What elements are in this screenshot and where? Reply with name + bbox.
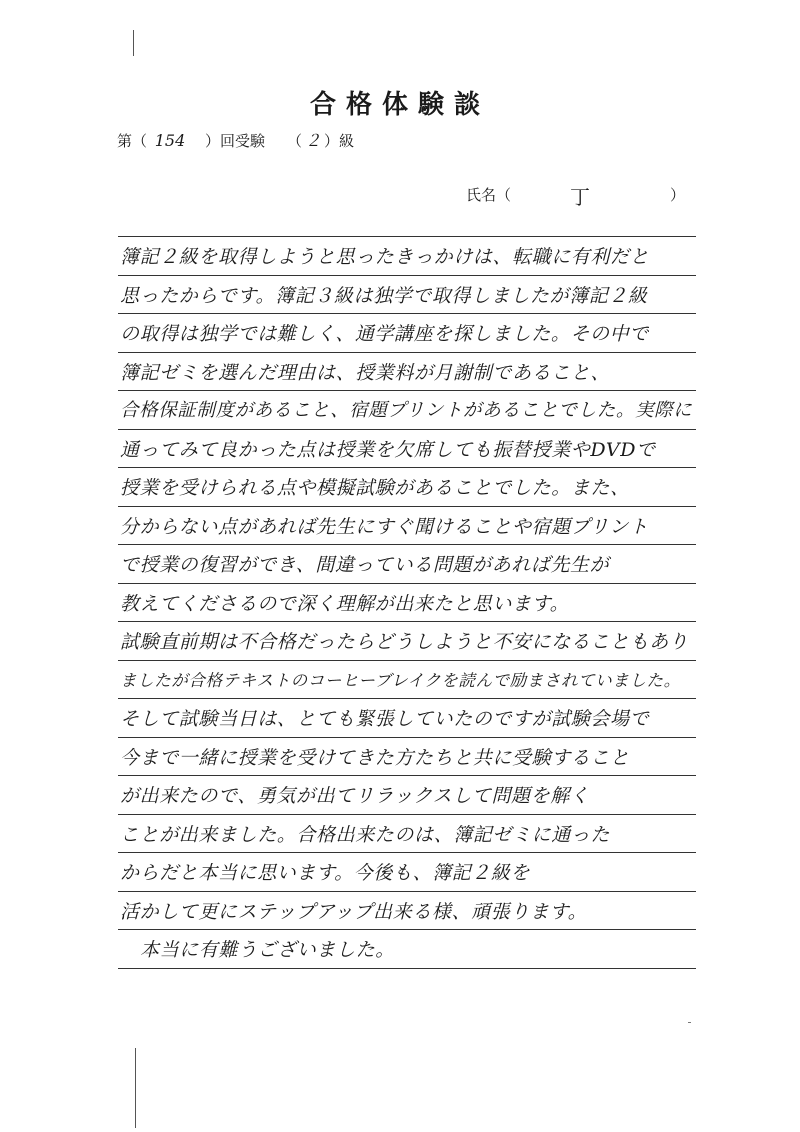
ruled-line [118,660,696,661]
exam-session-number: 154 [154,131,186,150]
name-close: ） [670,186,686,204]
essay-line: 簿記２級を取得しようと思ったきっかけは、転職に有利だと [120,246,650,268]
ruled-line [118,737,696,738]
ruled-line [118,390,696,391]
essay-line: 試験直前期は不合格だったらどうしようと不安になることもあり [120,631,689,653]
ruled-line [118,698,696,699]
essay-line: が出来たので、勇気が出てリラックスして問題を解く [120,785,590,807]
binding-mark-bottom [135,1048,136,1128]
ruled-line [118,775,696,776]
ruled-line [118,621,696,622]
ruled-line [118,506,696,507]
ruled-line [118,968,696,969]
essay-line: の取得は独学では難しく、通学講座を探しました。その中で [120,323,649,345]
exam-grade-open: （ [287,132,303,150]
ruled-line [118,275,696,276]
essay-line: 活かして更にステップアップ出来る様、頑張ります。 [120,901,588,923]
name-value: 丁 [570,185,590,209]
essay-line: からだと本当に思います。今後も、簿記２級を [120,862,531,884]
essay-line: で授業の復習ができ、間違っている問題があれば先生が [120,554,610,576]
ruled-line [118,891,696,892]
ruled-line [118,929,696,930]
essay-line: 通ってみて良かった点は授業を欠席しても振替授業やDVDで [120,439,656,461]
essay-line: 思ったからです。簿記３級は独学で取得しましたが簿記２級 [120,285,648,307]
ruled-line [118,467,696,468]
essay-line: 今まで一緒に授業を受けてきた方たちと共に受験すること [120,747,630,769]
exam-grade: ２ [305,131,322,150]
ruled-line [118,814,696,815]
ruled-line [118,544,696,545]
essay-line: ましたが合格テキストのコーヒーブレイクを読んで励まされていました。 [120,671,681,690]
exam-info [117,128,354,154]
essay-line: 簿記ゼミを選んだ理由は、授業料が月謝制であること、 [120,362,611,384]
binding-mark-top [133,30,134,56]
essay-line: 教えてくださるので深く理解が出来たと思います。 [120,593,570,615]
exam-grade-suffix: ）級 [324,132,355,150]
essay-line: 合格保証制度があること、宿題プリントがあることでした。実際に [120,400,693,421]
exam-prefix: 第（ [117,132,148,150]
name-label: 氏名（ [466,186,512,204]
ruled-line [118,236,696,237]
essay-line: 分からない点があれば先生にすぐ聞けることや宿題プリント [120,516,649,538]
name-field [466,184,686,210]
ruled-line [118,352,696,353]
scan-speck [688,1022,691,1023]
essay-line: ことが出来ました。合格出来たのは、簿記ゼミに通った [120,824,611,846]
ruled-line [118,429,696,430]
essay-line: 本当に有難うございました。 [140,939,395,961]
page-title: 合格体験談 [309,90,490,120]
ruled-line [118,313,696,314]
exam-session-suffix: ）回受験 [205,132,266,150]
essay-line: 授業を受けられる点や模擬試験があることでした。また、 [120,477,630,499]
essay-line: そして試験当日は、とても緊張していたのですが試験会場で [120,708,650,730]
ruled-line [118,852,696,853]
ruled-line [118,583,696,584]
